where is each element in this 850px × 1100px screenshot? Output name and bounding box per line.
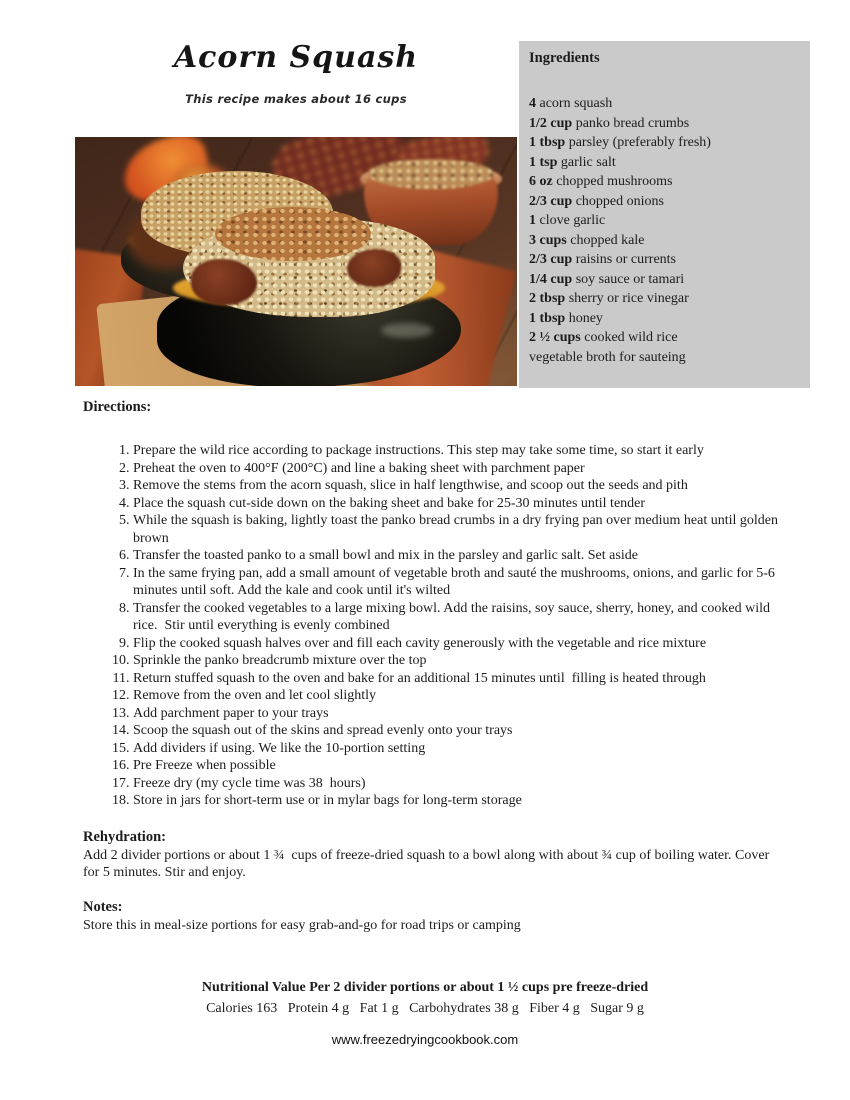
ingredient-text: panko bread crumbs xyxy=(575,115,690,131)
ingredient-quantity: 2 ½ cups xyxy=(529,330,581,345)
ingredient-quantity: 1/2 cup xyxy=(529,115,573,131)
ingredient-quantity: 1 tsp xyxy=(529,154,558,170)
ingredient-quantity: 4 xyxy=(529,96,536,111)
ingredient-text: chopped kale xyxy=(570,232,645,248)
nutrition-section xyxy=(0,979,850,1017)
ingredient-text: acorn squash xyxy=(539,96,613,111)
ingredient-item xyxy=(529,309,800,329)
ingredient-text: clove garlic xyxy=(539,213,606,228)
nutrition-values: Calories 163 Protein 4 g Fat 1 g Carbohydrates 38 g Fiber 4 g Sugar 9 g xyxy=(206,1000,644,1016)
direction-step: 18. Store in jars for short-term use or in mylar bags for long-term storage xyxy=(133,792,795,810)
ingredient-text: raisins or currents xyxy=(575,252,676,267)
direction-step: 4. Place the squash cut-side down on the baking sheet and bake for 25-30 minutes until tender xyxy=(133,495,795,513)
direction-step: 12. Remove from the oven and let cool slightly xyxy=(133,687,795,705)
ingredient-item xyxy=(529,250,800,270)
direction-step: 6. Transfer the toasted panko to a small bowl and mix in the parsley and garlic salt. Set aside xyxy=(133,547,795,565)
direction-step: 10. Sprinkle the panko breadcrumb mixture over the top xyxy=(133,652,795,670)
direction-step: 8. Transfer the cooked vegetables to a large mixing bowl. Add the raisins, soy sauce, sherry, honey, and cooked wild rice. Stir until everything is evenly combined xyxy=(133,600,795,635)
ingredient-text: garlic salt xyxy=(560,154,616,170)
notes-heading: Notes: xyxy=(83,899,123,915)
direction-step: 5. While the squash is baking, lightly toast the panko bread crumbs in a dry frying pan over medium heat until golden brown xyxy=(133,512,795,547)
direction-step: 14. Scoop the squash out of the skins and spread evenly onto your trays xyxy=(133,722,795,740)
direction-step: 2. Preheat the oven to 400°F (200°C) and line a baking sheet with parchment paper xyxy=(133,460,795,478)
direction-step: 3. Remove the stems from the acorn squash, slice in half lengthwise, and scoop out the seeds and pith xyxy=(133,477,795,495)
ingredients-list xyxy=(529,94,800,367)
ingredient-text: honey xyxy=(568,310,603,326)
ingredient-item xyxy=(529,231,800,251)
ingredient-item xyxy=(529,133,800,153)
ingredient-text: chopped mushrooms xyxy=(556,174,673,189)
ingredient-item xyxy=(529,192,800,212)
direction-step: 1. Prepare the wild rice according to package instructions. This step may take some time, so start it early xyxy=(133,442,795,460)
ingredient-item xyxy=(529,94,800,114)
directions-heading: Directions: xyxy=(83,399,152,415)
notes-text: Store this in meal-size portions for easy grab-and-go for road trips or camping xyxy=(83,917,521,933)
notes-section xyxy=(83,899,783,934)
nutrition-heading: Nutritional Value Per 2 divider portions or about 1 ½ cups pre freeze-dried xyxy=(201,980,649,995)
direction-step: 17. Freeze dry (my cycle time was 38 hours) xyxy=(133,775,795,793)
ingredients-panel xyxy=(519,41,810,388)
header xyxy=(75,40,517,106)
ingredient-item xyxy=(529,114,800,134)
ingredient-quantity: 1 tbsp xyxy=(529,310,566,326)
ingredient-quantity: 1/4 cup xyxy=(529,271,573,287)
directions-section xyxy=(83,399,795,810)
ingredient-quantity: 6 oz xyxy=(529,174,553,189)
ingredient-item xyxy=(529,211,800,231)
direction-step: 15. Add dividers if using. We like the 10-portion setting xyxy=(133,740,795,758)
ingredient-quantity: 2 tbsp xyxy=(529,291,566,306)
ingredient-text: parsley (preferably fresh) xyxy=(568,135,711,150)
direction-step: 9. Flip the cooked squash halves over and fill each cavity generously with the vegetable and rice mixture xyxy=(133,635,795,653)
page-title: Acorn Squash xyxy=(173,40,419,75)
rehydration-section xyxy=(83,829,783,882)
page-subtitle: This recipe makes about 16 cups xyxy=(185,92,407,106)
ingredient-text: chopped onions xyxy=(575,193,664,209)
ingredient-quantity: 3 cups xyxy=(529,232,567,248)
rehydration-text: Add 2 divider portions or about 1 ¾ cups of freeze-dried squash to a bowl along with about ¾ cup of boiling water. Cover for 5 minutes. Stir and enjoy. xyxy=(83,847,773,880)
ingredient-text: cooked wild rice xyxy=(584,330,678,345)
ingredient-item xyxy=(529,289,800,309)
photo-vignette xyxy=(75,137,517,386)
direction-step: 13. Add parchment paper to your trays xyxy=(133,705,795,723)
direction-step: 11. Return stuffed squash to the oven and bake for an additional 15 minutes until filling is heated through xyxy=(133,670,795,688)
direction-step: 16. Pre Freeze when possible xyxy=(133,757,795,775)
recipe-photo xyxy=(75,137,517,386)
ingredient-quantity: 1 tbsp xyxy=(529,135,566,150)
ingredient-item xyxy=(529,348,800,368)
ingredient-item xyxy=(529,153,800,173)
ingredients-heading: Ingredients xyxy=(529,50,600,66)
rehydration-heading: Rehydration: xyxy=(83,829,166,845)
ingredient-item xyxy=(529,172,800,192)
ingredient-text: vegetable broth for sauteing xyxy=(529,349,686,365)
ingredient-quantity: 1 xyxy=(529,213,536,228)
ingredient-quantity: 2/3 cup xyxy=(529,193,573,209)
website-text: www.freezedryingcookbook.com xyxy=(331,1032,519,1047)
directions-list xyxy=(83,442,795,810)
ingredient-text: sherry or rice vinegar xyxy=(568,291,689,306)
ingredient-quantity: 2/3 cup xyxy=(529,252,573,267)
ingredient-item xyxy=(529,270,800,290)
ingredient-item xyxy=(529,328,800,348)
direction-step: 7. In the same frying pan, add a small amount of vegetable broth and sauté the mushrooms, onions, and garlic for 5-6 minutes until soft. Add the kale and cook until it's wilted xyxy=(133,565,795,600)
ingredient-text: soy sauce or tamari xyxy=(575,271,685,287)
